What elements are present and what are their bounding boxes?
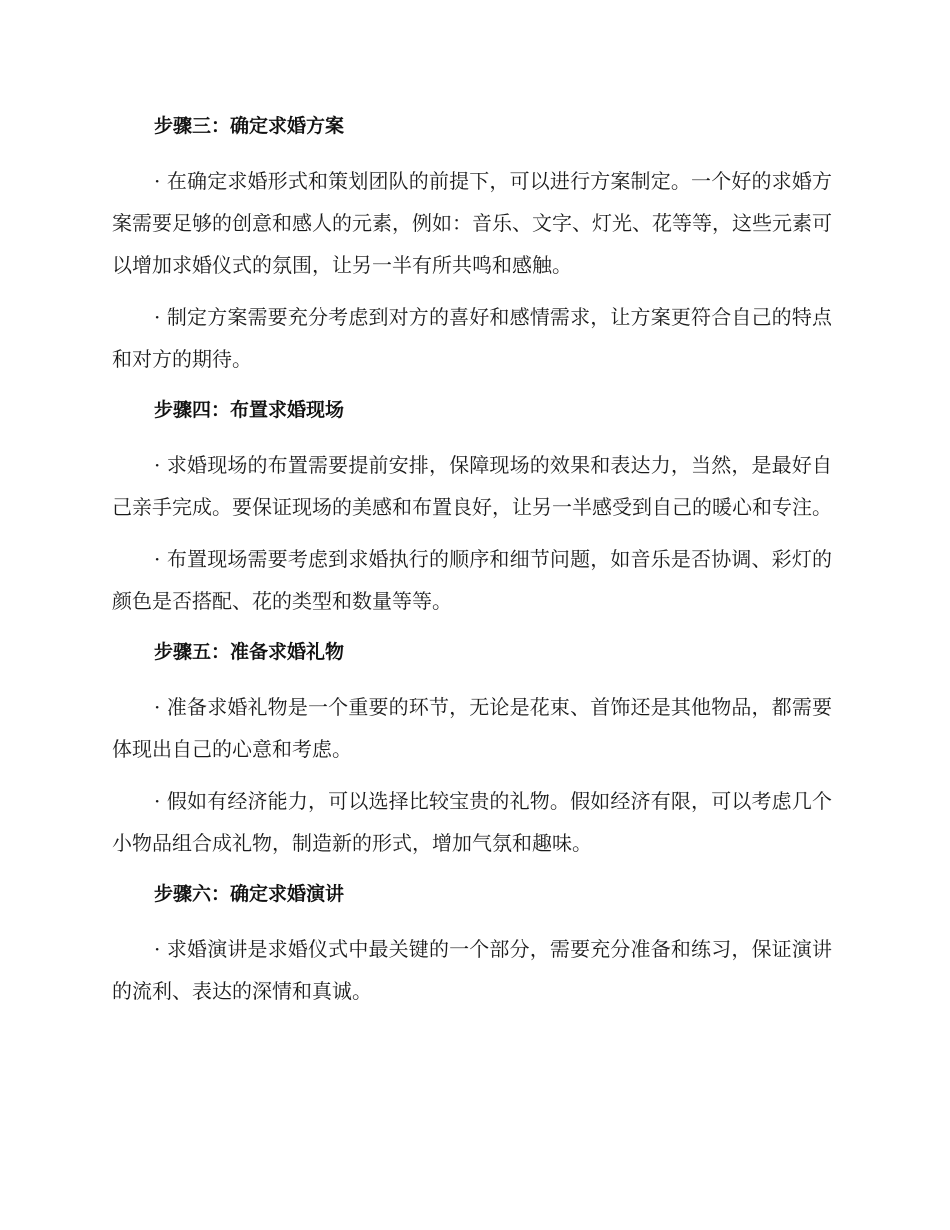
paragraph: · 在确定求婚形式和策划团队的前提下，可以进行方案制定。一个好的求婚方案需要足够的创意和感人的元素，例如：音乐、文字、灯光、花等等，这些元素可以增加求婚仪式的氛围，让另一半有所共鸣和感触。 [112, 169, 832, 277]
paragraph: · 布置现场需要考虑到求婚执行的顺序和细节问题，如音乐是否协调、彩灯的颜色是否搭配、花的类型和数量等等。 [112, 547, 832, 613]
paragraph: · 制定方案需要充分考虑到对方的喜好和感情需求，让方案更符合自己的特点和对方的期待。 [112, 305, 832, 371]
paragraph: · 假如有经济能力，可以选择比较宝贵的礼物。假如经济有限，可以考虑几个小物品组合成礼物，制造新的形式，增加气氛和趣味。 [112, 789, 832, 855]
section-heading-step-5: 步骤五：准备求婚礼物 [154, 641, 345, 663]
paragraph: · 准备求婚礼物是一个重要的环节，无论是花束、首饰还是其他物品，都需要体现出自己的心意和考虑。 [112, 695, 832, 761]
paragraph: · 求婚现场的布置需要提前安排，保障现场的效果和表达力，当然，是最好自己亲手完成。要保证现场的美感和布置良好，让另一半感受到自己的暖心和专注。 [112, 453, 832, 519]
section-heading-step-3: 步骤三：确定求婚方案 [154, 115, 345, 137]
section-heading-step-4: 步骤四：布置求婚现场 [154, 399, 345, 421]
section-heading-step-6: 步骤六：确定求婚演讲 [154, 883, 345, 905]
document-body [112, 110, 832, 1022]
paragraph: · 求婚演讲是求婚仪式中最关键的一个部分，需要充分准备和练习，保证演讲的流利、表达的深情和真诚。 [112, 937, 832, 1003]
